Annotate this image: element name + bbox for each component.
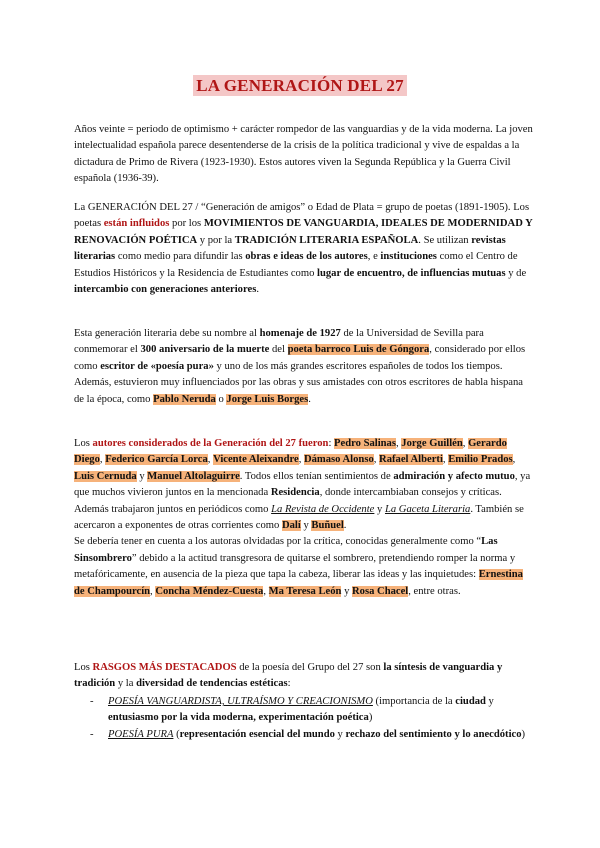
author-name: Jorge Guillén bbox=[401, 438, 463, 449]
intro-paragraph: Años veinte = periodo de optimismo + carácter rompedor de las vanguardias y de la vida moderna. La joven intelectualidad española parece desentenderse de la crisis de la política tradicional y vive de espaldas a la dictadura de Primo de Rivera (1923-1930). Estos autores viven la Segunda República y la Guerra Civil española (1936-39). bbox=[74, 124, 533, 185]
authors-paragraph: Los autores considerados de la Generación del 27 fueron: Pedro Salinas, Jorge Guillén, Gerardo Diego, Federico García Lorca, Vicente Aleixandre, Dámaso Alonso, Rafael Alberti, Emilio Prados, Luis Cernuda y Manuel Altolaguirre. Todos ellos tenían sentimientos de admiración y afecto mutuo, ya que muchos vivieron juntos en la mencionada Residencia, donde intercambiaban consejos y críticas. Además trabajaron juntos en periódicos como La Revista de Occidente y La Gaceta Literaria. También se acercaron a exponentes de otras corrientes como Dalí y Buñuel. Se debería tener en cuenta a los autoras olvidadas por la crítica, conocidas generalmente como “Las Sinsombrero” debido a la actitud transgresora de quitarse el sombrero, pretendiendo romper la norma y metafóricamente, en ausencia de la pieza que tapa la cabeza, liberar las ideas y las inquietudes: Ernestina de Champourcín, Concha Méndez-Cuesta, Ma Teresa León y Rosa Chacel, entre otras. bbox=[74, 438, 531, 597]
author-name: Rafael Alberti bbox=[379, 454, 443, 466]
author-name: Rosa Chacel bbox=[352, 585, 409, 597]
author-name: Concha Méndez-Cuesta bbox=[155, 585, 264, 597]
author-name: Luis Cernuda bbox=[74, 470, 137, 482]
author-name: Gerardo Diego bbox=[74, 438, 507, 466]
page-title: LA GENERACIÓN DEL 27 bbox=[0, 76, 600, 96]
author-name: Pedro Salinas bbox=[334, 438, 396, 449]
features-paragraph: Los RASGOS MÁS DESTACADOS de la poesía del Grupo del 27 son la síntesis de vanguardia y tradición y la diversidad de tendencias estéticas: bbox=[74, 662, 503, 690]
author-name: Emilio Prados bbox=[448, 454, 513, 466]
author-name: Federico García Lorca bbox=[105, 454, 208, 466]
author-name: Ma Teresa León bbox=[268, 585, 342, 597]
name-origin-paragraph: Esta generación literaria debe su nombre al homenaje de 1927 de la Universidad de Sevilla para conmemorar el 300 aniversario de la muerte del poeta barroco Luis de Góngora, considerado por ellos como escritor de «poesía pura» y uno de los más grandes escritores españoles de todos los tiempos. Además, estuvieron muy influenciados por las obras y sus amistades con otros escritores de habla hispana de la época, como Pablo Neruda o Jorge Luis Borges. bbox=[74, 328, 526, 405]
author-name: Manuel Altolaguirre bbox=[147, 470, 240, 482]
author-name: Vicente Aleixandre bbox=[213, 454, 299, 466]
list-item: - POESÍA VANGUARDISTA, ULTRAÍSMO Y CREACIONISMO (importancia de la ciudad y entusiasmo por la vida moderna, experimentación poética) bbox=[90, 696, 494, 724]
features-list bbox=[90, 694, 534, 743]
author-name: Dámaso Alonso bbox=[303, 454, 374, 466]
list-item: - POESÍA PURA (representación esencial del mundo y rechazo del sentimiento y lo anecdótico) bbox=[90, 728, 526, 740]
generation-paragraph: La GENERACIÓN DEL 27 / “Generación de amigos” o Edad de Plata = grupo de poetas (1891-1905). Los poetas están influidos por los MOVIMIENTOS DE VANGUARDIA, IDEALES DE MODERNIDAD Y RENOVACIÓN POÉTICA y por la TRADICIÓN LITERARIA ESPAÑOLA. Se utilizan revistas literarias como medio para difundir las obras e ideas de los autores, e instituciones como el Centro de Estudios Históricos y la Residencia de Estudiantes como lugar de encuentro, de influencias mutuas y de intercambio con generaciones anteriores. bbox=[74, 202, 533, 296]
author-name: Ernestina de Champourcín bbox=[74, 569, 523, 597]
